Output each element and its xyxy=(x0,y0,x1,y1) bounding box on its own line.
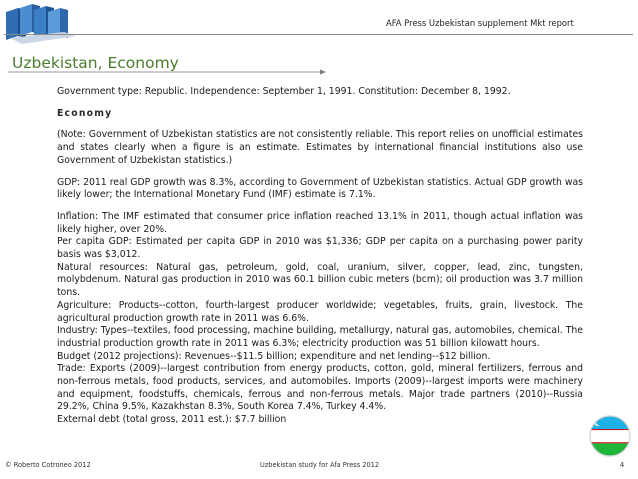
footer xyxy=(0,455,638,479)
footer-copyright: © Roberto Cotroneo 2012 xyxy=(5,461,91,469)
slide-title: Uzbekistan, Economy xyxy=(12,54,179,72)
uzbekistan-flag-icon xyxy=(588,414,632,458)
gdp-paragraph: GDP: 2011 real GDP growth was 8.3%, according to Government of Uzbekistan statistics. Actual GDP growth was likely lower; the International Monetary Fund (IMF) estimate is 7.1%. xyxy=(57,176,583,201)
stacked-books-logo-icon xyxy=(4,2,78,48)
title-underline-arrow xyxy=(8,68,326,76)
per-capita-paragraph: Per capita GDP: Estimated per capita GDP in 2010 was $1,336; GDP per capita on a purchasing power parity basis was $3,012. xyxy=(57,236,583,261)
page-number: 4 xyxy=(620,461,625,469)
government-paragraph: Government type: Republic. Independence: September 1, 1991. Constitution: December 8, 1992. xyxy=(57,86,511,97)
trade-paragraph: Trade: Exports (2009)--largest contribution from energy products, cotton, gold, mineral fertilizers, ferrous and non-ferrous metals, food products, services, and automobiles. Imports (2009)--largest imports were machinery and equipment, foodstuffs, chemicals, ferrous and non-ferrous metals. Major trade partners (2010)--Russia 29.2%, China 9.5%, Kazakhstan 8.3%, South Korea 7.4%, Turkey 4.4%. xyxy=(57,363,583,413)
budget-paragraph: Budget (2012 projections): Revenues--$11.5 billion; expenditure and net lending--$12 billion. xyxy=(57,350,491,362)
agriculture-paragraph: Agriculture: Products--cotton, fourth-largest producer worldwide; vegetables, fruits, grain, livestock. The agricultural production growth rate in 2011 was 6.6%. xyxy=(57,299,583,324)
economy-heading: Economy xyxy=(57,107,113,119)
industry-paragraph: Industry: Types--textiles, food processing, machine building, metallurgy, natural gas, automobiles, chemical. The industrial production growth rate in 2011 was 6.3%; electricity production was 51 billion kilowatt hours. xyxy=(57,325,583,349)
external-debt-paragraph: External debt (total gross, 2011 est.): $7.7 billion xyxy=(57,414,287,426)
natural-resources-paragraph: Natural resources: Natural gas, petroleum, gold, coal, uranium, silver, copper, lead, zinc, tungsten, molybdenum. Natural gas production in 2010 was 60.1 billion cubic meters (bcm); oil production was 3.7 million tons. xyxy=(57,261,583,299)
report-title: AFA Press Uzbekistan supplement Mkt report xyxy=(386,18,574,28)
footer-study: Uzbekistan study for Afa Press 2012 xyxy=(260,461,380,469)
slide-body xyxy=(57,86,583,427)
inflation-paragraph: Inflation: The IMF estimated that consumer price inflation reached 13.1% in 2011, though actual inflation was likely higher, over 20%. xyxy=(57,210,583,235)
header-divider xyxy=(4,34,633,35)
note-paragraph: (Note: Government of Uzbekistan statistics are not consistently reliable. This report relies on unofficial estimates and states clearly when a figure is an estimate. Estimates by international financial institutions also use Government of Uzbekistan statistics.) xyxy=(57,129,583,166)
